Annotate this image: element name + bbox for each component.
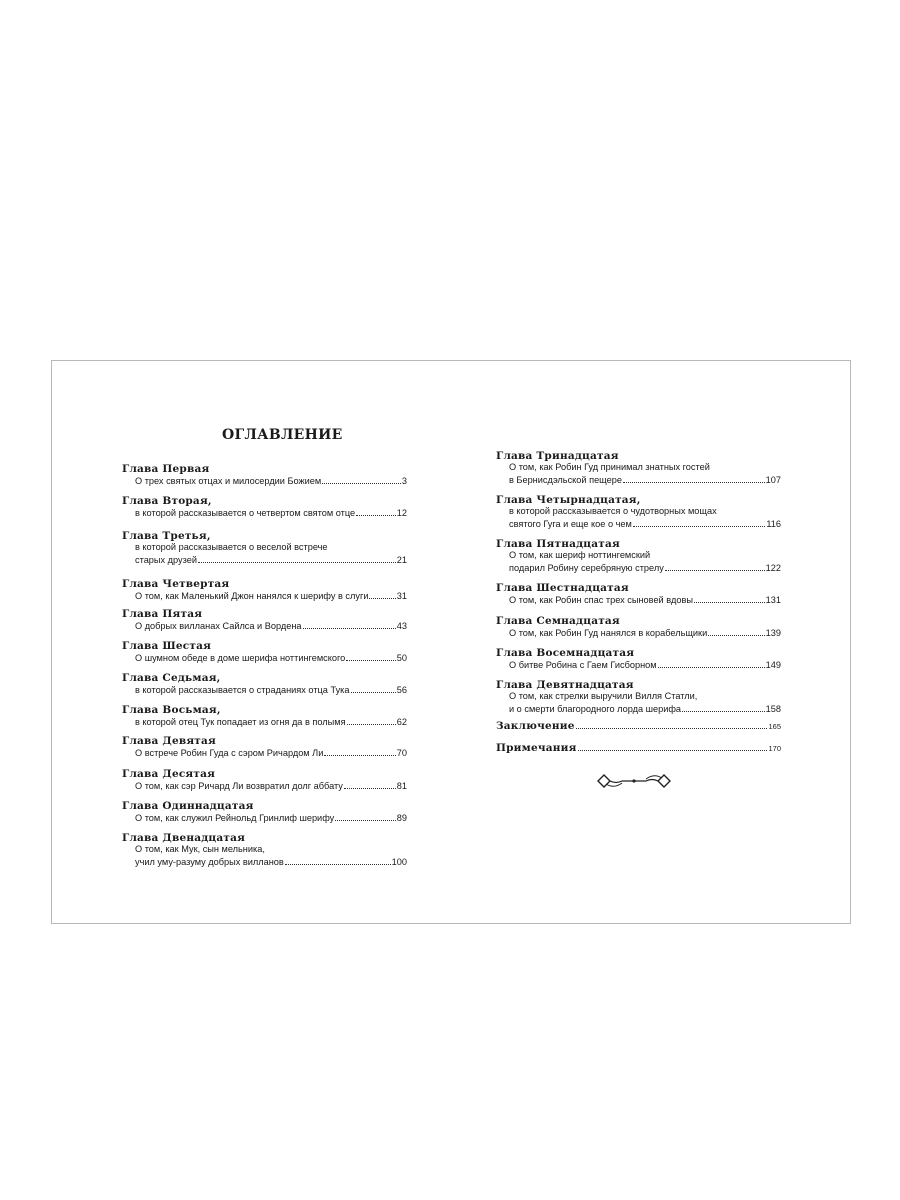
toc-entry[interactable] <box>122 640 407 665</box>
leader-dots <box>578 742 768 751</box>
leader-dots <box>658 659 765 668</box>
toc-entry[interactable] <box>122 530 407 566</box>
chapter-description-line: О том, как Робин Гуд принимал знатных гостей <box>509 462 710 472</box>
chapter-description-line: в Бернисдэльской пещере 107 <box>509 474 781 485</box>
leader-dots <box>623 474 765 483</box>
scroll-flourish-ornament-icon <box>592 770 676 792</box>
page-number: 122 <box>765 562 781 573</box>
page-number: 100 <box>391 856 407 867</box>
page-number: 12 <box>396 508 407 518</box>
chapter-description-line: в которой рассказывается о страданиях отца Тука 56 <box>135 685 407 695</box>
leader-dots <box>694 594 765 603</box>
chapter-description-line: учил уму-разуму добрых вилланов 100 <box>135 856 407 867</box>
chapter-heading: Глава Двенадцатая <box>122 832 246 844</box>
page-number: 165 <box>768 722 781 731</box>
chapter-heading: Глава Пятнадцатая <box>496 538 620 550</box>
page-number: 158 <box>765 703 781 714</box>
chapter-description-line: О битве Робина с Гаем Гисборном 149 <box>509 660 781 670</box>
toc-title: ОГЛАВЛЕНИЕ <box>222 427 343 443</box>
page-number: 43 <box>396 621 407 631</box>
leader-dots <box>346 652 396 661</box>
chapter-heading: Глава Четырнадцатая, <box>496 494 641 506</box>
chapter-heading: Глава Девятая <box>122 735 216 747</box>
page-number: 70 <box>396 748 407 758</box>
leader-dots <box>285 856 391 865</box>
page-number: 81 <box>396 781 407 791</box>
toc-entry[interactable] <box>496 679 781 715</box>
toc-end-entry[interactable] <box>496 742 781 754</box>
chapter-heading: Глава Десятая <box>122 768 216 780</box>
toc-entry[interactable] <box>496 538 781 574</box>
toc-entry[interactable] <box>122 800 407 825</box>
chapter-description-line: подарил Робину серебряную стрелу 122 <box>509 562 781 573</box>
chapter-description-line: О встрече Робин Гуда с сэром Ричардом Ли 70 <box>135 748 407 758</box>
toc-entry[interactable] <box>122 832 407 868</box>
page-number: 56 <box>396 685 407 695</box>
chapter-description-line: в которой рассказывается о веселой встрече <box>135 542 328 552</box>
section-heading: Примечания <box>496 742 577 754</box>
chapter-heading: Глава Третья, <box>122 530 211 542</box>
chapter-heading: Глава Тринадцатая <box>496 450 619 462</box>
chapter-description-line: в которой рассказывается о чудотворных мощах <box>509 506 717 516</box>
page-number: 139 <box>765 628 781 638</box>
chapter-description-line: О шумном обеде в доме шерифа ноттингемского 50 <box>135 653 407 663</box>
chapter-heading: Глава Вторая, <box>122 495 212 507</box>
chapter-description-line: и о смерти благородного лорда шерифа 158 <box>509 703 781 714</box>
chapter-heading: Глава Шестнадцатая <box>496 582 629 594</box>
leader-dots <box>335 812 396 821</box>
toc-entry[interactable] <box>496 450 781 486</box>
chapter-heading: Глава Первая <box>122 463 210 475</box>
toc-entry[interactable] <box>122 495 407 520</box>
chapter-description-line: О добрых вилланах Сайлса и Вордена 43 <box>135 621 407 631</box>
leader-dots <box>356 507 396 516</box>
chapter-heading: Глава Четвертая <box>122 578 230 590</box>
toc-entry[interactable] <box>122 672 407 697</box>
chapter-heading: Глава Восемнадцатая <box>496 647 635 659</box>
toc-entry[interactable] <box>122 704 407 729</box>
page-number: 89 <box>396 813 407 823</box>
leader-dots <box>665 562 765 571</box>
toc-entry[interactable] <box>496 494 781 530</box>
chapter-heading: Глава Восьмая, <box>122 704 221 716</box>
page-number: 131 <box>765 595 781 605</box>
chapter-description-line: святого Гуга и еще кое о чем 116 <box>509 518 781 529</box>
chapter-heading: Глава Шестая <box>122 640 212 652</box>
leader-dots <box>633 518 766 527</box>
page-number: 62 <box>396 717 407 727</box>
chapter-description-line: О том, как шериф ноттингемский <box>509 550 651 560</box>
chapter-heading: Глава Семнадцатая <box>496 615 620 627</box>
chapter-description-line: О том, как Робин спас трех сыновей вдовы 131 <box>509 595 781 605</box>
toc-entry[interactable] <box>122 735 407 760</box>
toc-end-entry[interactable] <box>496 720 781 732</box>
page-number: 31 <box>396 591 407 601</box>
chapter-description-line: в которой отец Тук попадает из огня да в полымя 62 <box>135 717 407 727</box>
toc-entry[interactable] <box>122 768 407 793</box>
chapter-description-line: О том, как Мук, сын мельника, <box>135 844 265 854</box>
page-number: 170 <box>768 744 781 753</box>
chapter-heading: Глава Седьмая, <box>122 672 221 684</box>
toc-entry[interactable] <box>496 615 781 640</box>
leader-dots <box>682 703 765 712</box>
page-number: 50 <box>396 653 407 663</box>
chapter-heading: Глава Девятнадцатая <box>496 679 634 691</box>
chapter-description-line: О том, как сэр Ричард Ли возвратил долг аббату 81 <box>135 781 407 791</box>
leader-dots <box>322 475 401 484</box>
toc-entry[interactable] <box>122 608 407 633</box>
page-number: 21 <box>396 554 407 565</box>
chapter-description-line: старых друзей 21 <box>135 554 407 565</box>
page-number: 3 <box>401 476 407 486</box>
leader-dots <box>198 554 396 563</box>
chapter-description-line: О том, как стрелки выручили Вилля Статли, <box>509 691 698 701</box>
leader-dots <box>303 620 396 629</box>
page-number: 149 <box>765 660 781 670</box>
toc-entry[interactable] <box>122 463 407 488</box>
leader-dots <box>708 627 764 636</box>
leader-dots <box>351 684 396 693</box>
page-number: 116 <box>766 518 781 529</box>
leader-dots <box>344 780 396 789</box>
chapter-description-line: О том, как служил Рейнольд Гринлиф шерифу 89 <box>135 813 407 823</box>
page-number: 107 <box>765 474 781 485</box>
toc-entry[interactable] <box>122 578 407 603</box>
toc-entry[interactable] <box>496 582 781 607</box>
leader-dots <box>324 747 395 756</box>
chapter-description-line: в которой рассказывается о четвертом святом отце 12 <box>135 508 407 518</box>
leader-dots <box>576 720 768 729</box>
chapter-description-line: О трех святых отцах и милосердии Божием 3 <box>135 476 407 486</box>
leader-dots <box>347 716 396 725</box>
chapter-description-line: О том, как Робин Гуд нанялся в корабельщики 139 <box>509 628 781 638</box>
section-heading: Заключение <box>496 720 575 732</box>
toc-entry[interactable] <box>496 647 781 672</box>
chapter-heading: Глава Пятая <box>122 608 203 620</box>
chapter-description-line: О том, как Маленький Джон нанялся к шерифу в слуги 31 <box>135 591 407 601</box>
chapter-heading: Глава Одиннадцатая <box>122 800 254 812</box>
leader-dots <box>369 590 395 599</box>
